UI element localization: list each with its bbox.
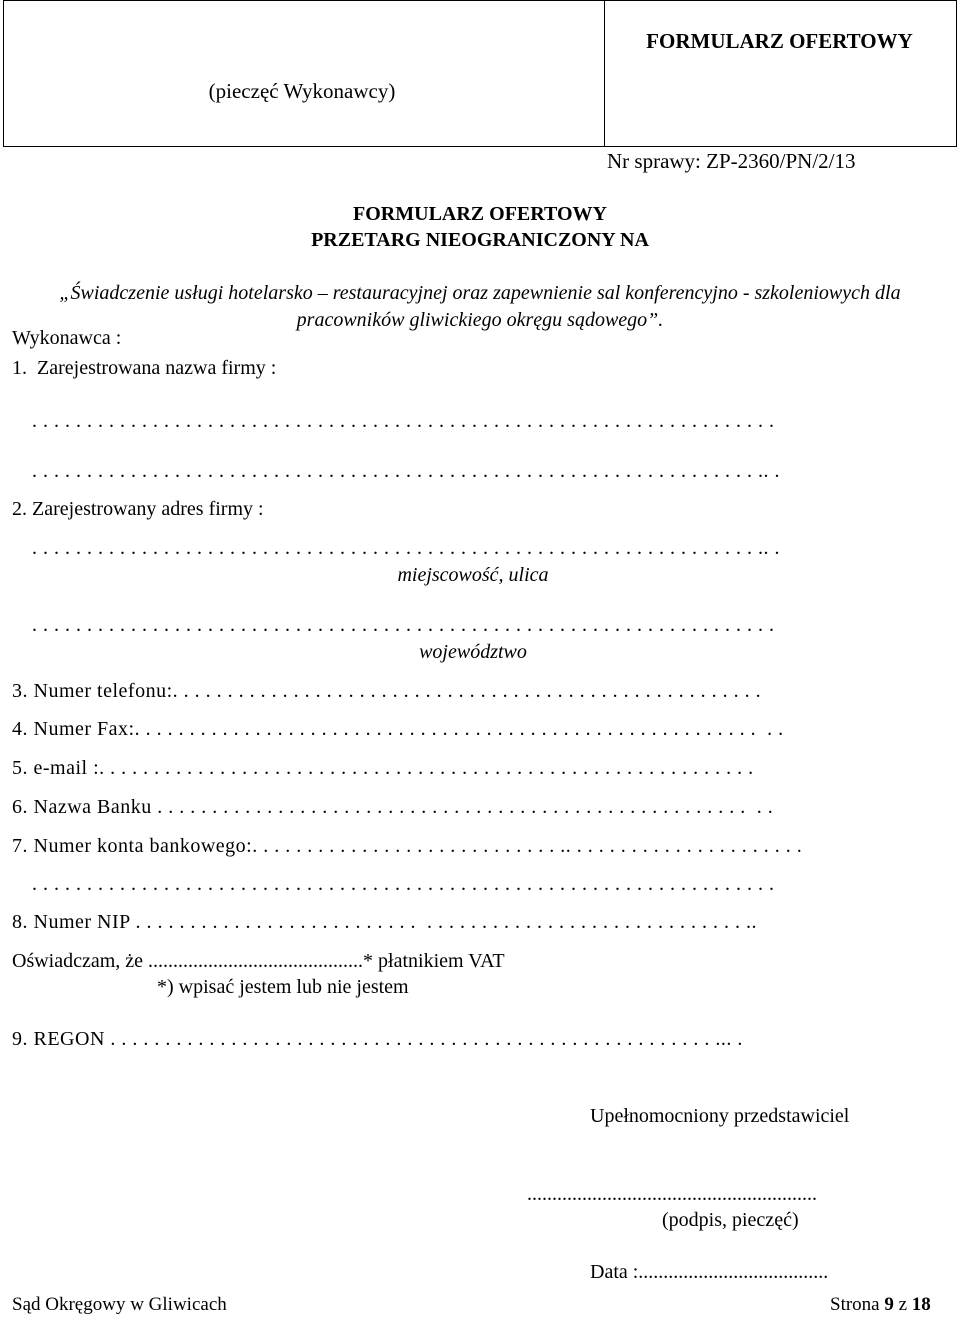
bank-account-field[interactable]: 7. Numer konta bankowego:. . . . . . . . . . . . . . . . . . . . . . . . . . . . .. . . . . . . . . . . . . . . . . . . . . . [12, 835, 803, 857]
page-current: 9 [884, 1294, 894, 1315]
company-name-field-line2[interactable]: . . . . . . . . . . . . . . . . . . . . . . . . . . . . . . . . . . . . . . . . . . . . . . . . . . . . . . . . . . . . . . . . . . .. . [32, 460, 780, 482]
signature-caption: (podpis, pieczęć) [662, 1209, 799, 1231]
page-prefix: Strona [830, 1294, 885, 1315]
header-box [3, 0, 957, 147]
representative-label: Upełnomocniony przedstawiciel [590, 1105, 850, 1127]
address-street-field[interactable]: . . . . . . . . . . . . . . . . . . . . . . . . . . . . . . . . . . . . . . . . . . . . . . . . . . . . . . . . . . . . . . . . . . .. . [32, 537, 780, 559]
vat-note: *) wpisać jestem lub nie jestem [157, 976, 409, 998]
form-title-line1: FORMULARZ OFERTOWY [353, 203, 607, 225]
fax-field[interactable]: 4. Numer Fax:. . . . . . . . . . . . . . . . . . . . . . . . . . . . . . . . . . . . . . . . . . . . . . . . . . . . . . . . . . . [12, 718, 784, 740]
address-voivodeship-caption: województwo [419, 641, 527, 663]
page-total: 18 [911, 1294, 931, 1315]
company-address-label: 2. Zarejestrowany adres firmy : [12, 498, 264, 520]
nip-field[interactable]: 8. Numer NIP . . . . . . . . . . . . . . . . . . . . . . . . . . . . . . . . . . . . . . . . . . . . . . . . . . . . . . . .. [12, 911, 758, 933]
regon-field[interactable]: 9. REGON . . . . . . . . . . . . . . . . . . . . . . . . . . . . . . . . . . . . . . . . . . . . . . . . . . . . . . . ... . [12, 1028, 743, 1050]
bank-account-field-line2[interactable]: . . . . . . . . . . . . . . . . . . . . . . . . . . . . . . . . . . . . . . . . . . . . . . . . . . . . . . . . . . . . . . . . . . . . [32, 873, 775, 895]
phone-field[interactable]: 3. Numer telefonu:. . . . . . . . . . . . . . . . . . . . . . . . . . . . . . . . . . . . . . . . . . . . . . . . . . . . . . [12, 680, 762, 702]
page-separator: z [893, 1294, 912, 1315]
vat-statement[interactable]: Oświadczam, że ...........................................* płatnikiem VAT [12, 950, 505, 972]
signature-field[interactable]: .......................................................... [527, 1183, 817, 1205]
case-number: Nr sprawy: ZP-2360/PN/2/13 [607, 149, 856, 173]
tender-subject-line2: pracowników gliwickiego okręgu sądowego”. [296, 309, 664, 331]
email-field[interactable]: 5. e-mail :. . . . . . . . . . . . . . . . . . . . . . . . . . . . . . . . . . . . . . . . . . . . . . . . . . . . . . . . . . . . [12, 757, 754, 779]
address-street-caption: miejscowość, ulica [397, 564, 549, 586]
form-title [0, 201, 960, 253]
footer-page-number [830, 1294, 931, 1316]
company-name-field-line1[interactable]: . . . . . . . . . . . . . . . . . . . . . . . . . . . . . . . . . . . . . . . . . . . . . . . . . . . . . . . . . . . . . . . . . . . . [32, 410, 775, 432]
address-voivodeship-field[interactable]: . . . . . . . . . . . . . . . . . . . . . . . . . . . . . . . . . . . . . . . . . . . . . . . . . . . . . . . . . . . . . . . . . . . . [32, 614, 775, 636]
bank-name-field[interactable]: 6. Nazwa Banku . . . . . . . . . . . . . . . . . . . . . . . . . . . . . . . . . . . . . . . . . . . . . . . . . . . . . . . . [12, 796, 774, 818]
contractor-stamp-label: (pieczęć Wykonawcy) [208, 79, 396, 103]
header-title: FORMULARZ OFERTOWY [646, 29, 913, 53]
form-title-line2: PRZETARG NIEOGRANICZONY NA [311, 229, 649, 251]
company-name-label: 1. Zarejestrowana nazwa firmy : [12, 357, 277, 379]
tender-subject [10, 280, 950, 334]
contractor-label: Wykonawca : [12, 327, 122, 349]
tender-subject-line1: „Świadczenie usługi hotelarsko – restauracyjnej oraz zapewnienie sal konferencyjno - szkoleniowych dla [59, 282, 901, 304]
header-divider [604, 0, 605, 147]
footer-court-name: Sąd Okręgowy w Gliwicach [12, 1294, 227, 1315]
date-field[interactable]: Data :...................................... [590, 1261, 829, 1283]
